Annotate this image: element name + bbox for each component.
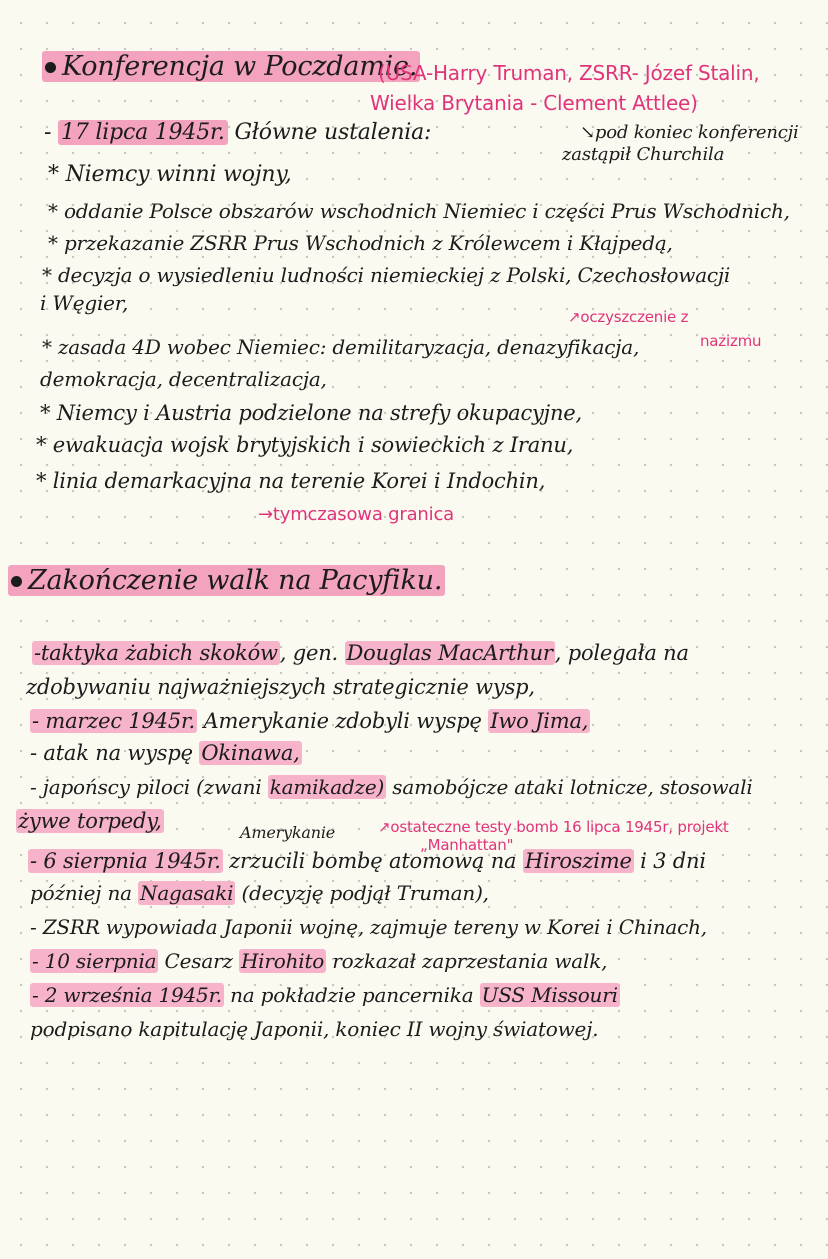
list-item: * zasada 4D wobec Niemiec: demilitaryzacja, denazyfikacja, [42,335,640,359]
list-item-continued: i Węgier, [40,291,129,315]
tactic-line1: -taktyka żabich skoków, gen. Douglas MacArthur, polegała na [34,641,689,665]
section-heading-potsdam: Konferencja w Poczdamie. [42,48,420,86]
churchill-note-line2: zastąpił Churchila [562,144,725,165]
americans-note: Amerykanie [240,823,336,842]
list-item: - marzec 1945r. Amerykanie zdobyli wyspę Iwo Jima, [32,709,589,733]
list-item-continued: później na Nagasaki (decyzję podjął Truman), [30,881,489,905]
bullet-dot [45,62,56,73]
list-item: - japońscy piloci (zwani kamikadze) samobójcze ataki lotnicze, stosowali [30,775,753,799]
date-highlight: 17 lipca 1945r. [58,120,228,145]
list-item-continued: podpisano kapitulację Japonii, koniec II wojny światowej. [30,1017,599,1041]
list-item: * ewakuacja wojsk brytyjskich i sowieckich z Iranu, [36,433,574,457]
participants-note-line1: (USA-Harry Truman, ZSRR- Józef Stalin, [378,61,760,85]
list-item: - ZSRR wypowiada Japonii wojnę, zajmuje tereny w Korei i Chinach, [30,915,707,939]
tactic-line2: zdobywaniu najważniejszych strategicznie wysp, [26,675,535,699]
list-item: - 2 września 1945r. na pokładzie pancernika USS Missouri [32,983,618,1007]
denazification-note-line2: nazizmu [700,332,762,350]
list-item: - 10 sierpnia Cesarz Hirohito rozkazał zaprzestania walk, [32,949,608,973]
list-item: * przekazanie ZSRR Prus Wschodnich z Królewcem i Kłajpedą, [48,231,673,255]
list-item: * oddanie Polsce obszarów wschodnich Niemiec i części Prus Wschodnich, [48,199,790,223]
denazification-note-line1: ↗oczyszczenie z [568,308,689,326]
manhattan-note-line1: ↗ostateczne testy bomb 16 lipca 1945r, projekt [378,818,729,836]
churchill-note-line1: ↘pod koniec konferencji [580,122,799,143]
list-item: * Niemcy i Austria podzielone na strefy okupacyjne, [40,401,583,425]
manhattan-note-line2: „Manhattan" [420,836,514,854]
list-item: * linia demarkacyjna na terenie Korei i Indochin, [36,469,546,493]
list-item: * Niemcy winni wojny, [48,162,292,187]
date-line: - 17 lipca 1945r. Główne ustalenia: [44,120,432,145]
list-item: * decyzja o wysiedleniu ludności niemieckiej z Polski, Czechosłowacji [42,263,731,287]
border-note: →tymczasowa granica [258,504,454,525]
participants-note-line2: Wielka Brytania - Clement Attlee) [370,91,698,115]
bullet-dot [11,576,22,587]
list-item-continued: demokracja, decentralizacja, [40,367,327,391]
section-heading-pacific: Zakończenie walk na Pacyfiku. [8,562,445,600]
list-item-continued: żywe torpedy, [18,809,162,833]
list-item: - 6 sierpnia 1945r. zrzucili bombę atomową na Hiroszime i 3 dni [30,849,706,873]
list-item: - atak na wyspę Okinawa, [30,741,300,765]
